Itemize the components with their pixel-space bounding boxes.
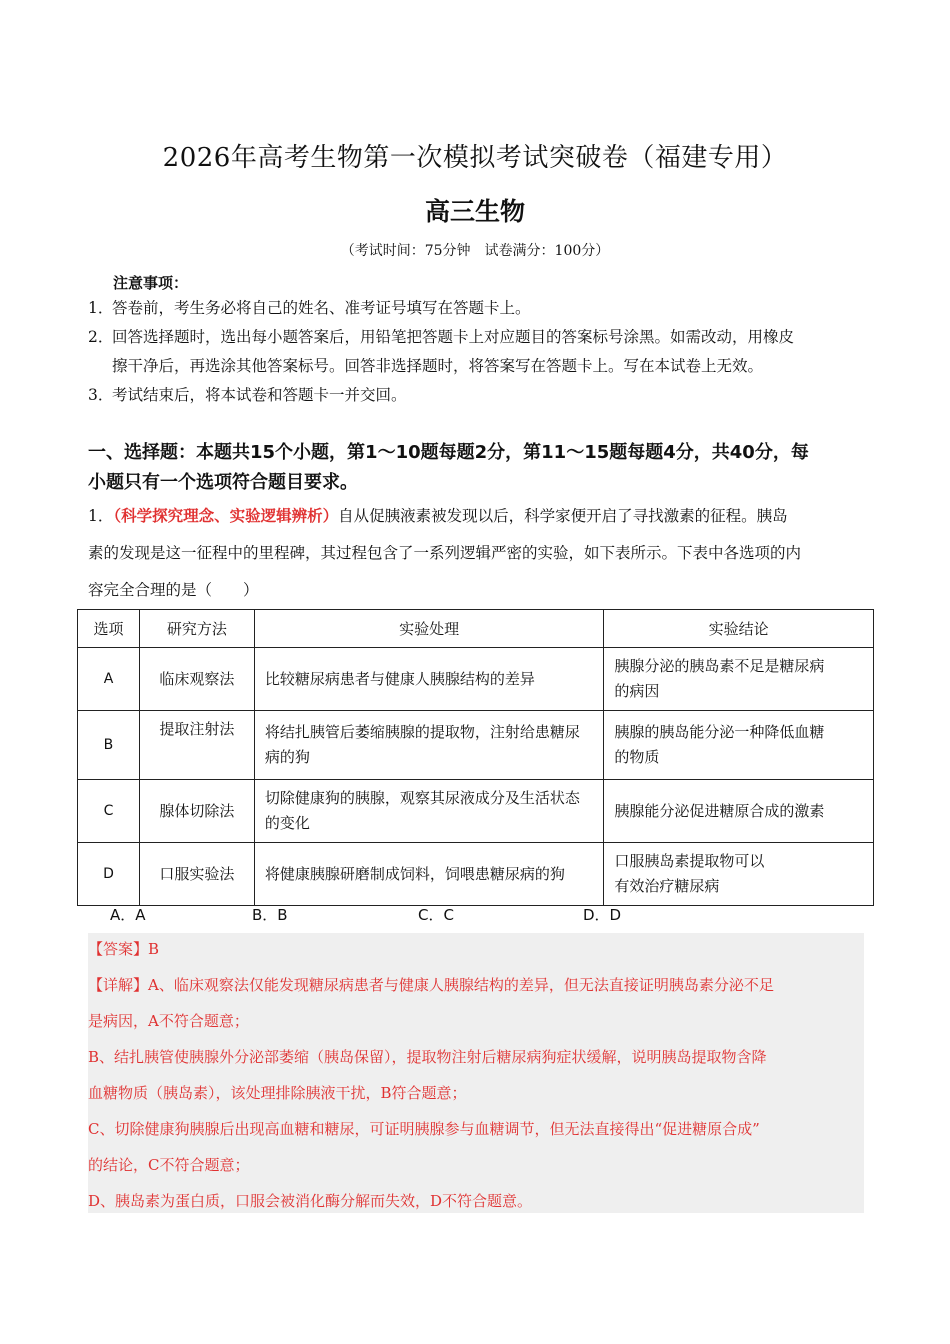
explanation-line: C、切除健康狗胰腺后出现高血糖和糖尿，可证明胰腺参与血糖调节，但无法直接得出“促进糖原合成” <box>88 1120 760 1138</box>
explanation-line: 的结论，C不符合题意； <box>88 1156 250 1174</box>
conclusion-cell <box>604 780 874 843</box>
option-cell: A <box>78 648 140 711</box>
choice-d: D．D <box>583 906 622 924</box>
conclusion-line: 胰腺分泌的胰岛素不足是糖尿病 <box>614 657 825 675</box>
conclusion-line: 有效治疗糖尿病 <box>614 877 720 895</box>
conclusion-line: 口服胰岛素提取物可以 <box>614 852 765 870</box>
section-line: 一、选择题：本题共15个小题，第1～10题每题2分，第11～15题每题4分，共40分，每 <box>88 442 809 463</box>
conclusion-cell <box>604 711 874 780</box>
explanation-line: 【详解】A、临床观察法仅能发现糖尿病患者与健康人胰腺结构的差异，但无法直接证明胰岛素分泌不足 <box>88 976 774 994</box>
rule-text: 回答选择题时，选出每小题答案后，用铅笔把答题卡上对应题目的答案标号涂黑。如需改动，用橡皮 <box>112 328 795 346</box>
table-header: 选项 <box>78 610 140 648</box>
question-text: 自从促胰液素被发现以后，科学家便开启了寻找激素的征程。胰岛 <box>338 507 788 525</box>
rule-number: 1． <box>88 299 114 317</box>
treatment-cell: 比较糖尿病患者与健康人胰腺结构的差异 <box>254 648 604 711</box>
exam-info: （考试时间：75分钟 试卷满分：100分） <box>340 243 610 259</box>
experiment-table <box>77 609 874 906</box>
method-cell: 口服实验法 <box>139 843 254 906</box>
table-header: 实验结论 <box>604 610 874 648</box>
conclusion-line: 胰腺的胰岛能分泌一种降低血糖 <box>614 723 825 741</box>
conclusion-cell <box>604 648 874 711</box>
method-cell: 临床观察法 <box>139 648 254 711</box>
choice-b: B．B <box>252 906 288 924</box>
method-cell: 提取注射法 <box>139 711 254 780</box>
table-header: 实验处理 <box>254 610 604 648</box>
notice-rule <box>88 322 868 352</box>
question-tag: （科学探究理念、实验逻辑辨析） <box>113 506 339 525</box>
question-text: 素的发现是这一征程中的里程碑，其过程包含了一系列逻辑严密的实验，如下表所示。下表中各选项的内 <box>88 544 802 562</box>
treatment-cell: 将健康胰腺研磨制成饲料，饲喂患糖尿病的狗 <box>254 843 604 906</box>
table-row <box>78 648 874 711</box>
table-header-row <box>78 610 874 648</box>
table-row <box>78 843 874 906</box>
conclusion-cell <box>604 843 874 906</box>
notice-rule <box>88 380 868 410</box>
table-row <box>78 780 874 843</box>
explanation-line: D、胰岛素为蛋白质，口服会被消化酶分解而失效，D不符合题意。 <box>88 1192 533 1210</box>
conclusion-line: 的病因 <box>614 682 660 700</box>
section-heading <box>88 438 868 498</box>
option-cell: B <box>78 711 140 780</box>
table-row <box>78 711 874 780</box>
question-stem <box>88 497 863 609</box>
notice-rule <box>88 351 868 381</box>
question-number: 1． <box>88 507 114 525</box>
table-header: 研究方法 <box>139 610 254 648</box>
answer-key: 【答案】B <box>88 940 160 958</box>
rule-number: 3． <box>88 386 114 404</box>
section-line: 小题只有一个选项符合题目要求。 <box>88 472 358 493</box>
notice-heading: 注意事项： <box>113 274 189 292</box>
rule-number: 2． <box>88 328 114 346</box>
notice-rule <box>88 293 868 323</box>
method-cell: 腺体切除法 <box>139 780 254 843</box>
treatment-cell: 将结扎胰管后萎缩胰腺的提取物，注射给患糖尿病的狗 <box>254 711 604 780</box>
rule-text: 考试结束后，将本试卷和答题卡一并交回。 <box>112 386 407 404</box>
treatment-cell: 切除健康狗的胰腺，观察其尿液成分及生活状态的变化 <box>254 780 604 843</box>
question-text: 容完全合理的是（ ） <box>88 581 259 599</box>
choice-a: A．A <box>110 906 146 924</box>
exam-title: 2026年高考生物第一次模拟考试突破卷（福建专用） <box>162 143 788 173</box>
rule-text: 答卷前，考生务必将自己的姓名、准考证号填写在答题卡上。 <box>112 299 531 317</box>
option-cell: D <box>78 843 140 906</box>
conclusion-line: 胰腺能分泌促进糖原合成的激素 <box>614 801 825 820</box>
option-cell: C <box>78 780 140 843</box>
conclusion-line: 的物质 <box>614 748 660 766</box>
explanation-line: B、结扎胰管使胰腺外分泌部萎缩（胰岛保留），提取物注射后糖尿病狗症状缓解，说明胰岛提取物含降 <box>88 1048 767 1066</box>
explanation-line: 是病因，A不符合题意； <box>88 1012 249 1030</box>
subject-title: 高三生物 <box>424 197 525 226</box>
rule-text: 擦干净后，再选涂其他答案标号。回答非选择题时，将答案写在答题卡上。写在本试卷上无效。 <box>112 357 764 375</box>
choice-c: C．C <box>418 906 454 924</box>
explanation-line: 血糖物质（胰岛素），该处理排除胰液干扰，B符合题意； <box>88 1084 467 1102</box>
